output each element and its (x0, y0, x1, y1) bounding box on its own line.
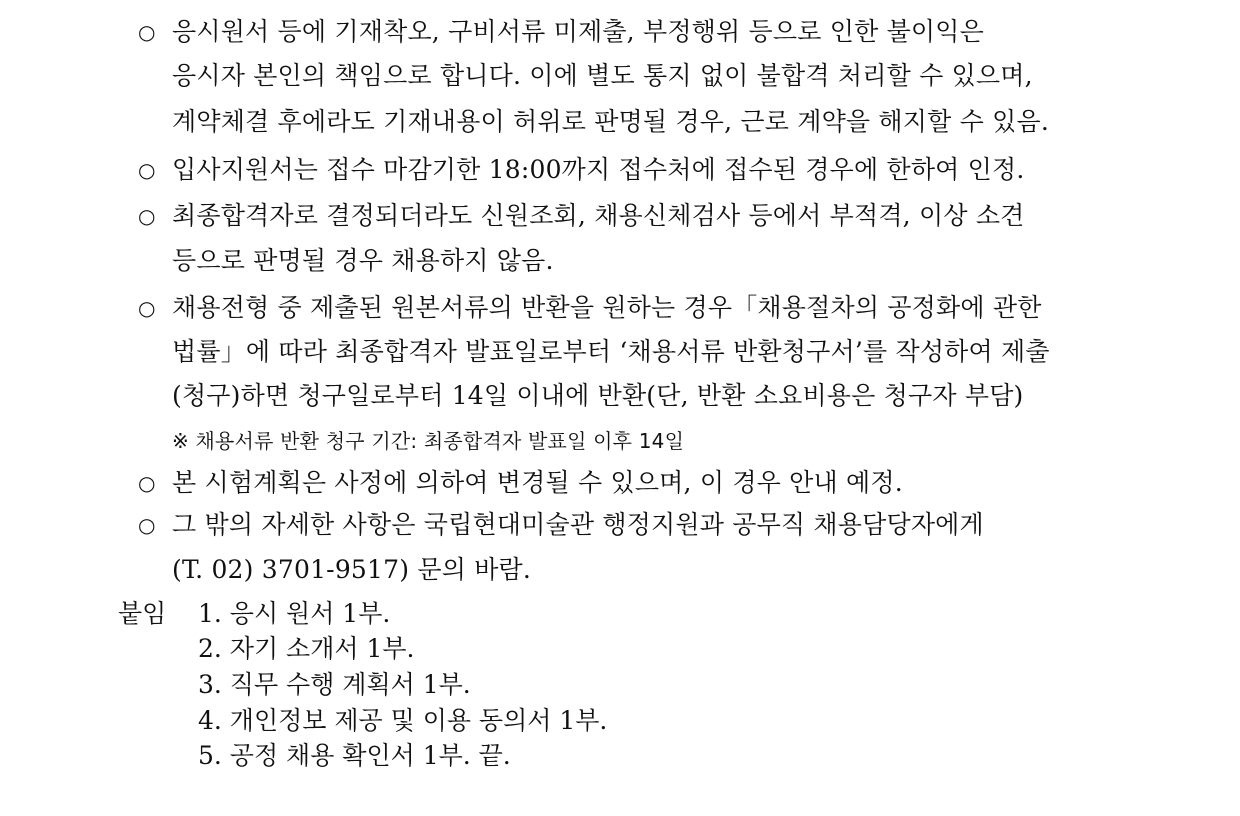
attachment-item: 5. 공정 채용 확인서 1부. 끝. (198, 741, 511, 770)
bullet-icon: ○ (138, 204, 156, 228)
paragraph-text: 등으로 판명될 경우 채용하지 않음. (172, 246, 554, 275)
paragraph-text: 그 밖의 자세한 사항은 국립현대미술관 행정지원과 공무직 채용담당자에게 (172, 510, 984, 539)
paragraph-text: (청구)하면 청구일로부터 14일 이내에 반환(단, 반환 소요비용은 청구자 부담) (172, 381, 1024, 410)
attachment-item: 2. 자기 소개서 1부. (198, 634, 415, 663)
paragraph-text: 입사지원서는 접수 마감기한 18:00까지 접수처에 접수된 경우에 한하여 인정. (172, 155, 1025, 184)
bullet-icon: ○ (138, 20, 156, 44)
attachments-label: 붙임 (118, 599, 167, 628)
attachment-item: 4. 개인정보 제공 및 이용 동의서 1부. (198, 706, 608, 735)
paragraph-text: 계약체결 후에라도 기재내용이 허위로 판명될 경우, 근로 계약을 해지할 수 있음. (172, 107, 1049, 136)
paragraph-text: (T. 02) 3701-9517) 문의 바람. (172, 555, 532, 584)
paragraph-text: 법률」에 따라 최종합격자 발표일로부터 ‘채용서류 반환청구서’를 작성하여 제출 (172, 337, 1050, 366)
note-text: ※ 채용서류 반환 청구 기간: 최종합격자 발표일 이후 14일 (172, 429, 685, 453)
attachment-item: 3. 직무 수행 계획서 1부. (198, 670, 471, 699)
paragraph-text: 응시원서 등에 기재착오, 구비서류 미제출, 부정행위 등으로 인한 불이익은 (172, 17, 984, 46)
bullet-icon: ○ (138, 471, 156, 495)
bullet-icon: ○ (138, 158, 156, 182)
paragraph-text: 본 시험계획은 사정에 의하여 변경될 수 있으며, 이 경우 안내 예정. (172, 468, 903, 497)
attachment-item: 1. 응시 원서 1부. (198, 599, 391, 628)
bullet-icon: ○ (138, 513, 156, 537)
paragraph-text: 응시자 본인의 책임으로 합니다. 이에 별도 통지 없이 불합격 처리할 수 있으며, (172, 61, 1033, 90)
bullet-icon: ○ (138, 296, 156, 320)
paragraph-text: 최종합격자로 결정되더라도 신원조회, 채용신체검사 등에서 부적격, 이상 소견 (172, 201, 1025, 230)
paragraph-text: 채용전형 중 제출된 원본서류의 반환을 원하는 경우「채용절차의 공정화에 관한 (172, 293, 1042, 322)
